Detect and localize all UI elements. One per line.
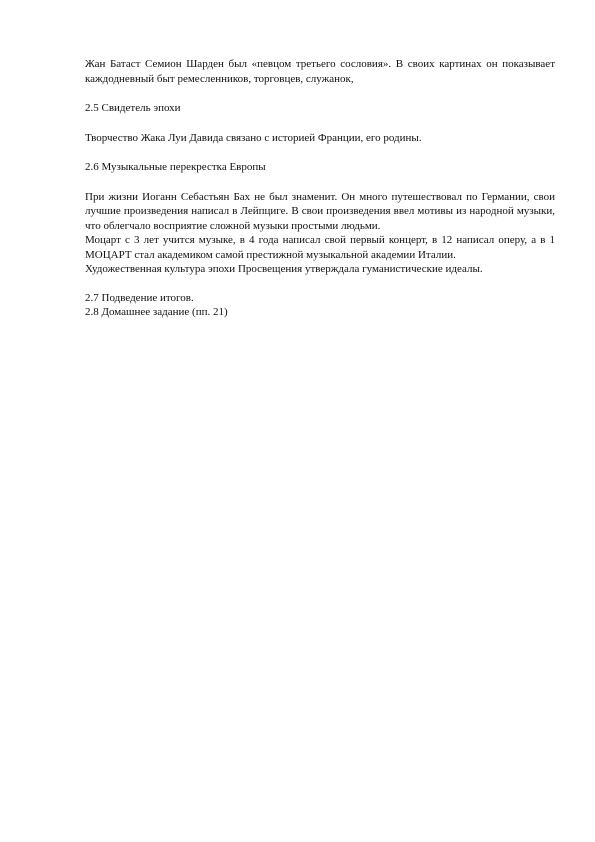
section-2-5-heading: 2.5 Свидетель эпохи — [85, 102, 181, 114]
section-2-6-paragraph-bach: При жизни Иоганн Себастьян Бах не был знаменит. Он много путешествовал по Германии, свои лучшие произведения написал в Лейпциге. В свои произведения ввел мотивы из народной музыки, что облегчало восприятие сложной музыки простыми людьми. — [85, 190, 555, 232]
section-2-5-text: Творчество Жака Луи Давида связано с историей Франции, его родины. — [85, 131, 422, 144]
intro-paragraph: Жан Батаст Семион Шарден был «певцом третьего сословия». В своих картинах он показывает каждодневный быт ремесленников, торговцев, служанок, — [85, 58, 555, 85]
document-page — [85, 57, 555, 320]
section-2-6-heading: 2.6 Музыкальные перекрестка Европы — [85, 161, 266, 173]
section-2-6-paragraph-enlightenment: Художественная культура эпохи Просвещения утверждала гуманистические идеалы. — [85, 263, 483, 275]
section-2-7-heading: 2.7 Подведение итогов. — [85, 291, 194, 304]
section-2-8-heading: 2.8 Домашнее задание (пп. 21) — [85, 306, 228, 318]
section-2-6-paragraph-mozart: Моцарт с 3 лет учится музыке, в 4 года написал свой первый концерт, в 12 написал оперу, а в 1 МОЦАРТ стал академиком самой престижной музыкальной академии Италии. — [85, 234, 555, 261]
